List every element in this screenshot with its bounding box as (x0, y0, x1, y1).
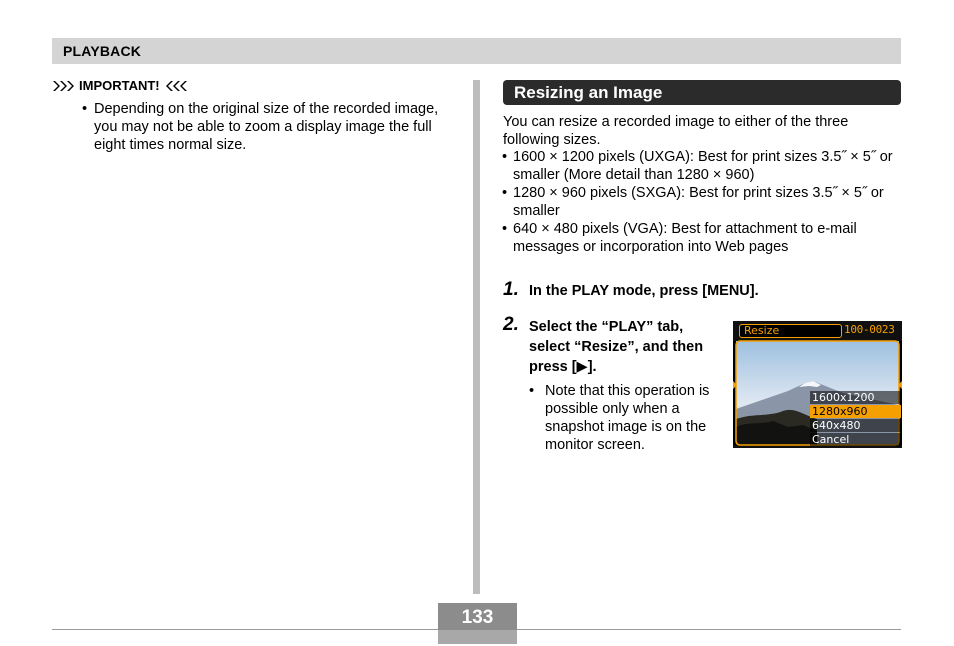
list-item: • 1600 × 1200 pixels (UXGA): Best for print sizes 3.5˝ × 5˝ or smaller (More detail than 1280 × 960) (502, 148, 902, 184)
step-1-number: 1. (503, 279, 519, 300)
step-2-note-list (529, 382, 724, 454)
chevrons-left-icon (166, 80, 188, 92)
important-heading (52, 78, 188, 93)
column-divider (473, 80, 480, 594)
page-number-box (438, 603, 517, 644)
page-number: 133 (461, 607, 494, 628)
list-item: • 1280 × 960 pixels (SXGA): Best for print sizes 3.5˝ × 5˝ or smaller (502, 184, 902, 220)
section-header-bar (52, 38, 901, 64)
important-list (82, 100, 452, 154)
chevrons-right-icon (52, 80, 74, 92)
step-2-number: 2. (503, 314, 519, 335)
camera-option: 640x480 (810, 419, 901, 432)
camera-option: Cancel (810, 433, 901, 446)
camera-menu-title: Resize (744, 324, 780, 337)
intro-text: You can resize a recorded image to either of the three following sizes. (503, 114, 849, 148)
list-item: • Depending on the original size of the recorded image, you may not be able to zoom a display image the full eight times normal size. (82, 100, 452, 154)
list-item: • 640 × 480 pixels (VGA): Best for attachment to e-mail messages or incorporation into Web pages (502, 220, 902, 256)
section-title: Resizing an Image (514, 83, 663, 102)
camera-option: 1600x1200 (810, 391, 901, 404)
page-number-bottom-band (438, 630, 517, 644)
section-label: PLAYBACK (63, 43, 142, 59)
section-title-bar (503, 80, 901, 105)
list-item: • Note that this operation is possible only when a snapshot image is on the monitor screen. (529, 382, 724, 454)
camera-menu-title-box (739, 324, 842, 338)
step-1-text: In the PLAY mode, press [MENU]. (529, 283, 759, 299)
step-2-text: Select the “PLAY” tab, select “Resize”, and then press [▶]. (529, 319, 704, 375)
camera-screen-image (733, 321, 902, 448)
important-label: IMPORTANT! (79, 78, 160, 93)
camera-file-counter: 100-0023 (844, 323, 895, 336)
sizes-list (502, 148, 902, 256)
camera-option-selected: 1280x960 (810, 405, 901, 418)
